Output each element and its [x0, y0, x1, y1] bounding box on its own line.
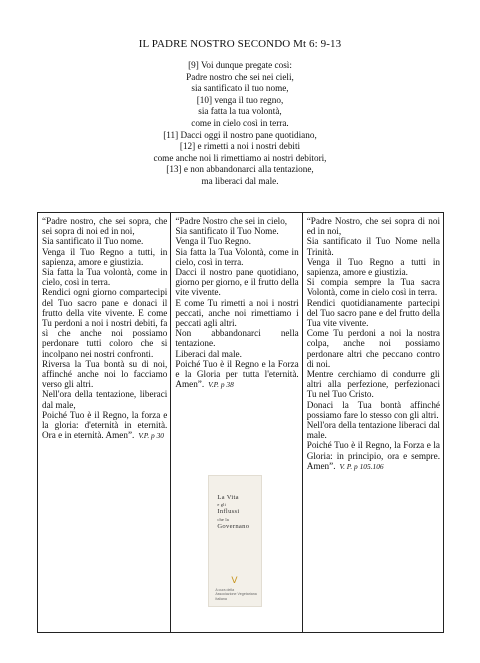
prayer-line: Come Tu perdoni a noi la nostra colpa, anche noi possiamo perdonare altri che peccano contro di noi. — [306, 328, 440, 369]
verse-line: [13] e non abbandonarci alla tentazione, — [166, 164, 314, 175]
prayer-line: Sia fatta la Tua Volontà, come in cielo, così in terra. — [175, 246, 299, 267]
verse-line: come anche noi li rimettiamo ai nostri debitori, — [153, 152, 327, 163]
prayer-line — [175, 359, 298, 391]
publisher-logo-icon: V — [231, 576, 238, 586]
verse-line: sia fatta la tua volontà, — [198, 106, 282, 117]
prayer-column-1 — [38, 213, 170, 632]
book-title-line: che la — [217, 516, 229, 522]
prayer-line: Riversa la Tua bontà su di noi, affinché anche noi lo facciamo verso gli altri. — [42, 358, 168, 390]
prayer-column-2 — [170, 213, 301, 632]
prayer-line: Sia santificato il Tuo Nome nella Trinità. — [306, 236, 440, 257]
page-title: IL PADRE NOSTRO SECONDO Mt 6: 9-13 — [138, 38, 342, 50]
publisher-line: Associazione Vegetariana Italiana — [215, 592, 257, 601]
book-title-line: Influssi — [217, 508, 240, 516]
prayer-line: “Padre nostro, che sei sopra, che sei sopra di noi ed in noi, — [42, 216, 168, 237]
prayer-line: Venga il Tuo Regno a tutti, in sapienza, amore e giustizia. — [42, 246, 168, 267]
prayer-line-text: Poiché Tuo è il Regno e la Forza e la Gloria per tutta l'eternità. Amen”. — [175, 358, 299, 390]
prayer-line: “Padre Nostro che sei in cielo, — [175, 216, 288, 226]
book-title-line: e gli — [217, 502, 227, 508]
prayer-column-3 — [302, 213, 443, 632]
prayer-line: Venga il Tuo Regno. — [175, 236, 251, 247]
prayer-line: E come Tu rimetti a noi i nostri peccati, anche noi rimettiamo i peccati agli altri. — [175, 297, 299, 329]
prayer-line: Nell'ora della tentazione, liberaci dal male, — [42, 389, 168, 410]
prayer-line — [42, 410, 167, 442]
prayer-line: Rendici ogni giorno compartecipi del Tuo sacro pane e donaci il frutto della vite vivente. E come Tu perdoni a noi i nostri debiti, fa sì che anche noi possiamo perdonare tutti coloro che si incolpano nei nostri confronti. — [42, 287, 168, 359]
source-reference: V. P. p 105.106 — [339, 461, 384, 471]
prayer-line-text: Poiché Tuo è il Regno, la forza e la gloria: d'eternità in eternità. Ora e in eternità. Amen”. — [42, 409, 168, 441]
verse-line: sia santificato il tuo nome, — [191, 83, 289, 94]
prayer-line: Sia santificato il Tuo nome. — [42, 236, 144, 247]
prayer-line: Nell'ora della tentazione liberaci dal male. — [306, 420, 440, 441]
prayer-line: Sia fatta la Tua volontà, come in cielo, così in terra. — [42, 267, 168, 288]
prayer-line — [307, 440, 440, 472]
prayer-line: Mentre cerchiamo di condurre gli altri alla perfezione, perfezionaci Tu nel Tuo Cristo. — [306, 369, 440, 400]
book-title-line: Governano — [217, 522, 250, 530]
verse-line: [9] Voi dunque pregate così: — [188, 60, 292, 70]
verse-line: ma liberaci dal male. — [201, 175, 279, 186]
prayer-line: Sia santificato il Tuo Nome. — [175, 226, 279, 237]
book-title — [217, 494, 249, 530]
prayer-line-text: Poiché Tuo è il Regno, la Forza e la Gloria: in principio, ora e sempre. Amen”. — [306, 440, 440, 471]
scripture-passage — [0, 60, 480, 188]
prayer-line: Rendici quotidianamente partecipi del Tuo sacro pane e del frutto della Tua vite vivente. — [306, 297, 440, 329]
prayer-line: Liberaci dal male. — [175, 348, 242, 359]
publisher-line: A cura della — [215, 588, 235, 592]
verse-line: [11] Dacci oggi il nostro pane quotidiano, — [163, 129, 317, 140]
book-publisher — [215, 588, 261, 601]
book-cover-image — [208, 475, 262, 607]
verse-line: come in cielo così in terra. — [191, 117, 289, 128]
prayer-line: “Padre Nostro, che sei sopra di noi ed in noi, — [306, 216, 440, 237]
book-title-line: La Vita — [217, 494, 239, 501]
source-reference: V.P. p 38 — [208, 380, 234, 390]
prayer-line: Venga il Tuo Regno a tutti in sapienza, amore e giustizia. — [306, 256, 440, 278]
prayer-line: Si compia sempre la Tua sacra Volontà, come in cielo così in terra. — [306, 277, 440, 298]
verse-line: Padre nostro che sei nei cieli, — [186, 71, 294, 82]
source-reference: V.P. p 30 — [138, 431, 164, 441]
prayer-line: Donaci la Tua bontà affinché possiamo fare lo stesso con gli altri. — [306, 399, 440, 420]
verse-line: [10] venga il tuo regno, — [196, 94, 284, 105]
prayer-line: Non abbandonarci nella tentazione. — [175, 328, 299, 349]
comparison-table — [37, 212, 444, 633]
prayer-line: Dacci il nostro pane quotidiano, giorno per giorno, e il frutto della vite vivente. — [175, 267, 299, 298]
verse-line: [12] e rimetti a noi i nostri debiti — [179, 141, 301, 152]
